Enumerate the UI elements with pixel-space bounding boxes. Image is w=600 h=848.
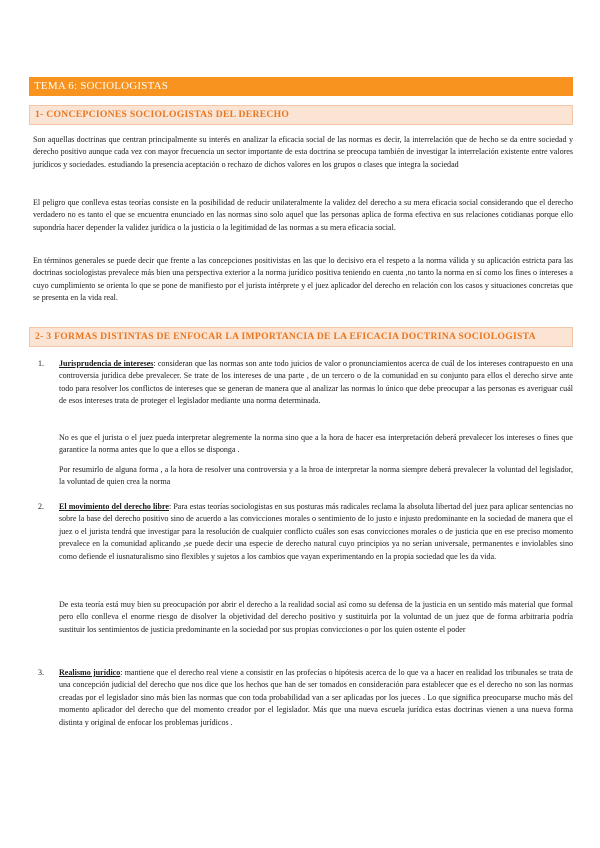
list-item xyxy=(38,667,573,729)
list-item-term: Realismo jurídico xyxy=(59,668,121,677)
section-1-paragraph-2: El peligro que conlleva estas teorías consiste en la posibilidad de reducir unilateralmente la validez del derecho a su mera eficacia social considerando que el derecho verdadero no es tanto el que se encuentra enunciado en las normas sino solo aquel que las personas aplica de forma efectiva en sus relaciones cotidianas porque ello supondría hacer depender la validez jurídica o la justicia o la legitimidad de las normas a su mera eficacia social. xyxy=(33,198,573,232)
list-item-text: : mantiene que el derecho real viene a consistir en las profecías o hipótesis acerca de lo que va a hacer en realidad los tribunales se trata de una concepción judicial del derecho que nos dice que los hechos que han de ser tomados en consideración para establecer que es el derecho no son las normas creadas por el legislador sino más bien las normas que con toda probabilidad van a ser aplicadas por los jueces . Lo que significa preocuparse mucho más del momento aplicador del derecho que del momento creador por el legislador. Más que una nueva escuela jurídica estas doctrinas vienen a una nueva forma distinta y original de enfocar los problemas jurídicos . xyxy=(59,668,573,727)
list-item-text: : Para estas teorías sociologistas en sus posturas más radicales reclama la absoluta libertad del juez para aplicar sentencias no sobre la base del derecho positivo sino de acuerdo a las convicciones morales o sentimiento de lo justo e injusto predominante en la sociedad de manera que el juez o el jurista tendrá que investigar para la resolución de cualquier conflicto cuáles son esas convicciones morales o de justicia que en ese preciso momento prevalece en la comunidad aplicando ,se puede decir una especie de derecho natural cuyo principios ya no serían universale, permanentes e inviolables sino como defiende el iusnaturalismo sino flexibles y sujetos a los cambios que vayan experimentando en la propia sociedad que les da vida. xyxy=(59,502,573,561)
list-item-term: Jurisprudencia de intereses xyxy=(59,359,154,368)
list-item xyxy=(38,501,573,563)
list-item-paragraph: Por resumirlo de alguna forma , a la hora de resolver una controversia y a la hroa de interpretar la norma siempre deberá prevalecer la voluntad del legislador, la voluntad de quien crea la norma xyxy=(59,465,573,487)
list-item-number: 3. xyxy=(38,668,45,677)
section-1-paragraph-3: En términos generales se puede decir que frente a las concepciones positivistas en las que lo decisivo era el respeto a la norma válida y su aplicación estricta para las doctrinas sociologistas prevalece más bien una perspectiva exterior a la norma jurídico positiva teniendo en cuenta ,no tanto la norma en sí como los fines o intereses a cuyo cumplimiento se orienta lo que se pone de manifiesto por el jurista intérprete y el juez aplicador del derecho en relación con los casos y situaciones concretas que se presenta en la vida real. xyxy=(33,256,573,302)
list-item-text: : consideran que las normas son ante todo juicios de valor o pronunciamientos acerca de cuál de los intereses contrapuesto en una controversia jurídica debe prevalecer. Se trate de los intereses de una parte , de un tercero o de la comunidad en su conjunto para ellos el derecho sirve ante todo para resolver los conflictos de intereses que se generan de manera que al analizar las normas lo único que debe preocupar a las personas es averiguar cuál de esos intereses trata de proteger el legislador mediante una norma determinada. xyxy=(59,359,573,406)
list-item-paragraph: De esta teoría está muy bien su preocupación por abrir el derecho a la realidad social así como su defensa de la justicia en un sentido más material que formal pero ello conlleva el enorme riesgo de disolver la objetividad del derecho positivo y sustituirla por la voluntad de un juez que de forma arbitraria podría sustituir los sentimientos de justicia predominante en la sociedad por sus propias convicciones o por los quien ostente el poder xyxy=(59,600,573,634)
section-1-heading: 1- CONCEPCIONES SOCIOLOGISTAS DEL DERECHO xyxy=(29,105,573,125)
list-item-term: El movimiento del derecho libre xyxy=(59,502,169,511)
list-item xyxy=(38,358,573,408)
list-item-number: 2. xyxy=(38,502,45,511)
list-item-paragraph: No es que el jurista o el juez pueda interpretar alegremente la norma sino que a la hora de hacer esa interpretación deberá prevalecer los intereses o fines que garantice la norma antes que lo que a ellos se disponga . xyxy=(59,433,573,455)
section-1-paragraph-1: Son aquellas doctrinas que centran principalmente su interés en analizar la eficacia social de las normas es decir, la interrelación que de hecho se da entre sociedad y derecho positivo aunque cada vez con mayor frecuencia un sector importante de esta doctrina se preocupa también de investigar la interrelación existente entre valores jurídicos y sociedades. estudiando la presencia aceptación o rechazo de dichos valores en los grupos o clases que integra la sociedad xyxy=(33,135,573,169)
document-title: TEMA 6: SOCIOLOGISTAS xyxy=(29,77,573,96)
section-2-heading: 2- 3 FORMAS DISTINTAS DE ENFOCAR LA IMPORTANCIA DE LA EFICACIA DOCTRINA SOCIOLOGISTA xyxy=(29,327,573,347)
list-item-number: 1. xyxy=(38,359,45,368)
